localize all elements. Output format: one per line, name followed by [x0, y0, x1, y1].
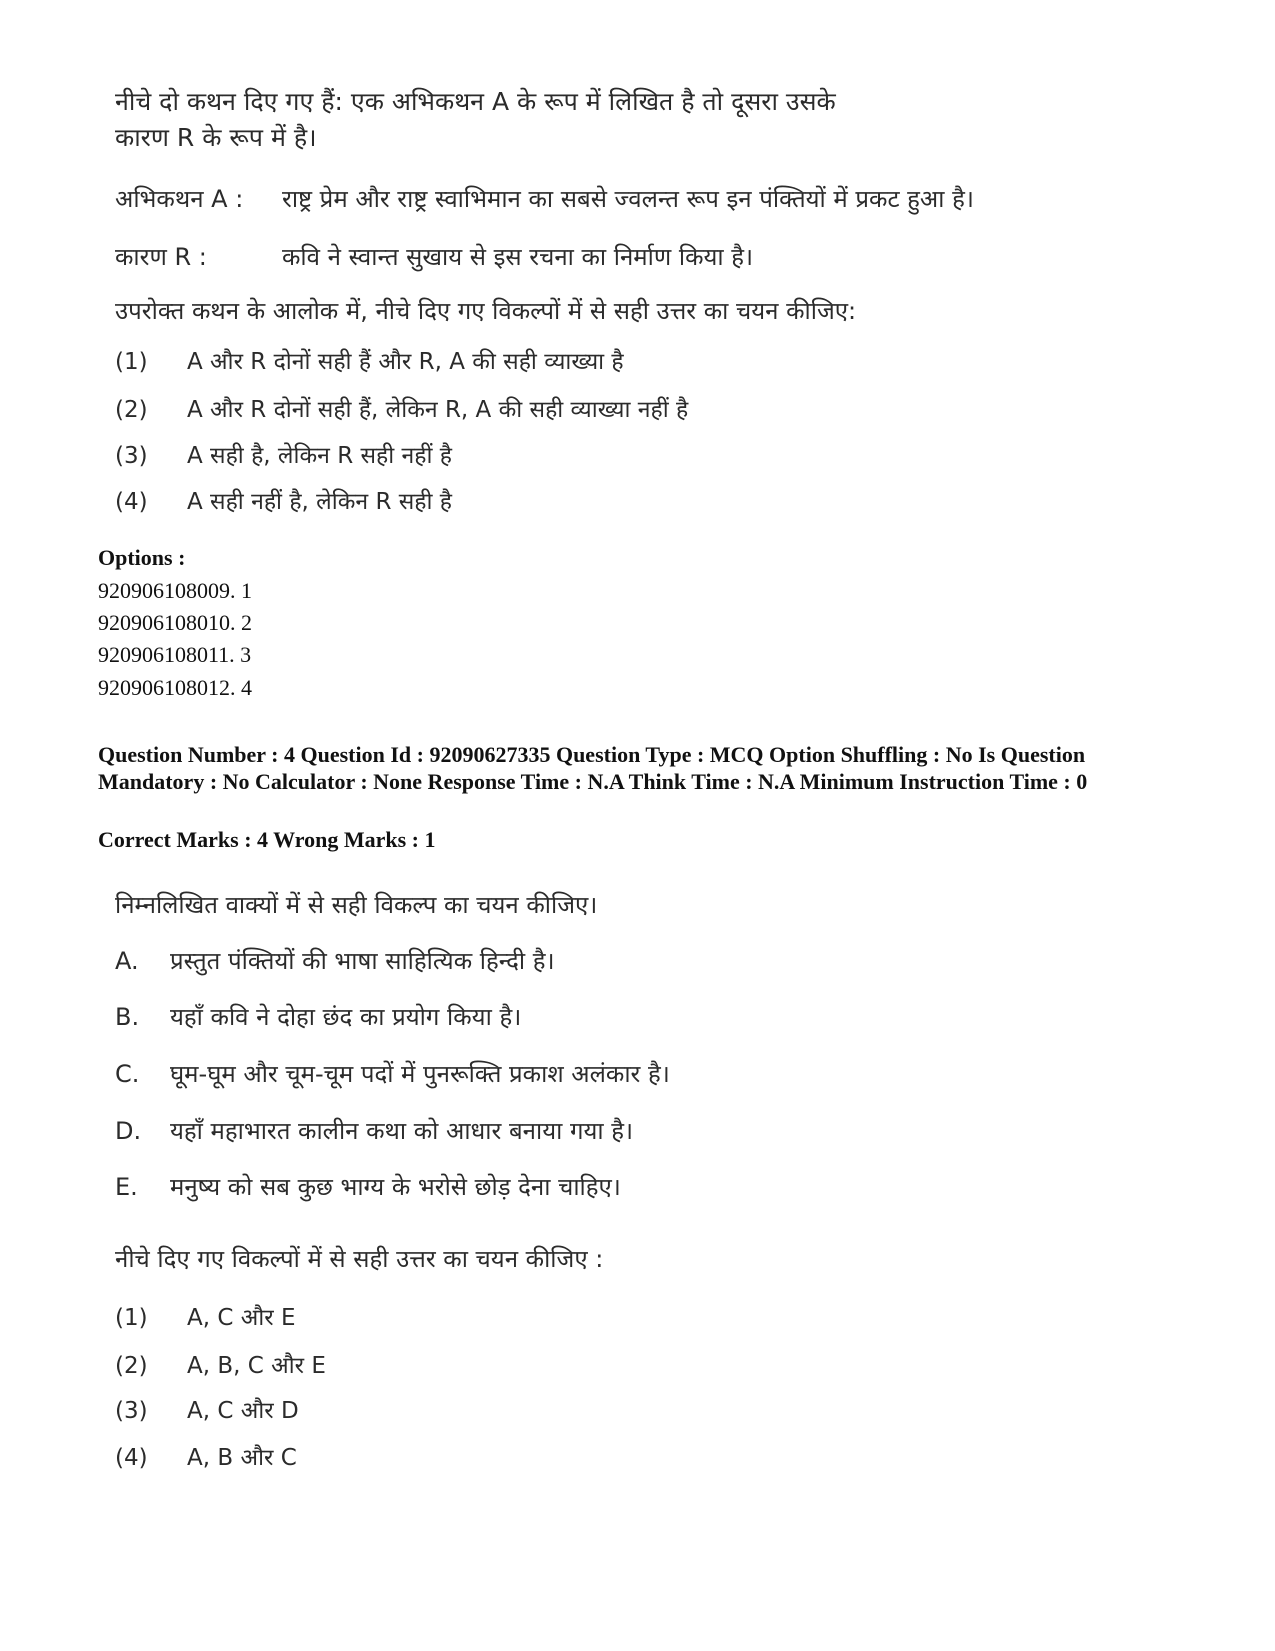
q3-choice	[115, 344, 624, 376]
choice-text: A सही है, लेकिन R सही नहीं है	[187, 443, 452, 469]
option-id: 920906108010. 2	[98, 610, 252, 635]
q4-statement	[115, 1170, 621, 1203]
choice-number: (1)	[115, 1305, 148, 1331]
option-id: 920906108012. 4	[98, 675, 252, 700]
q4-choice	[115, 1348, 326, 1380]
statement-text: प्रस्तुत पंक्तियों की भाषा साहित्यिक हिन्दी है।	[170, 947, 555, 975]
q3-choice	[115, 438, 452, 470]
choice-text: A, C और E	[187, 1305, 296, 1331]
assertion-text: राष्ट्र प्रेम और राष्ट्र स्वाभिमान का सबसे ज्वलन्त रूप इन पंक्तियों में प्रकट हुआ है।	[282, 185, 974, 213]
reason-text: कवि ने स्वान्त सुखाय से इस रचना का निर्माण किया है।	[282, 243, 754, 271]
choice-text: A, B, C और E	[187, 1353, 326, 1379]
choice-number: (3)	[115, 443, 148, 469]
statement-text: मनुष्य को सब कुछ भाग्य के भरोसे छोड़ देना चाहिए।	[170, 1173, 621, 1201]
choice-number: (2)	[115, 397, 148, 423]
q4-choice	[115, 1300, 296, 1332]
q4-instruction-2: नीचे दिए गए विकल्पों में से सही उत्तर का चयन कीजिए :	[115, 1245, 604, 1273]
option-id: 920906108011. 3	[98, 642, 252, 667]
q4-choice	[115, 1440, 297, 1472]
choice-text: A और R दोनों सही हैं, लेकिन R, A की सही व्याख्या नहीं है	[187, 397, 689, 423]
choice-text: A और R दोनों सही हैं और R, A की सही व्याख्या है	[187, 349, 624, 375]
q4-statement	[115, 1057, 670, 1090]
choice-text: A सही नहीं है, लेकिन R सही है	[187, 489, 452, 515]
q4-statement	[115, 944, 555, 977]
q4-instruction: निम्नलिखित वाक्यों में से सही विकल्प का चयन कीजिए।	[115, 891, 598, 919]
q3-instruction: उपरोक्त कथन के आलोक में, नीचे दिए गए विकल्पों में से सही उत्तर का चयन कीजिए:	[115, 297, 857, 325]
question-meta: Question Number : 4 Question Id : 92090627335 Question Type : MCQ Option Shuffling : No Is Question Mandatory : No Calculator : None Response Time : N.A Think Time : N.A Minimum Instruction Time : 0	[98, 742, 1088, 794]
assertion-label: अभिकथन A :	[115, 185, 244, 213]
q4-choice	[115, 1393, 299, 1425]
question-marks: Correct Marks : 4 Wrong Marks : 1	[98, 827, 436, 852]
q3-reason	[115, 240, 753, 273]
options-heading: Options :	[98, 545, 186, 570]
reason-label: कारण R :	[115, 243, 207, 271]
q3-choice	[115, 392, 688, 424]
q3-intro-line1: नीचे दो कथन दिए गए हैं: एक अभिकथन A के रूप में लिखित है तो दूसरा उसके	[115, 87, 836, 116]
statement-letter: B.	[115, 1003, 140, 1031]
statement-letter: D.	[115, 1117, 142, 1145]
q3-choice	[115, 484, 452, 516]
statement-text: घूम-घूम और चूम-चूम पदों में पुनरूक्ति प्रकाश अलंकार है।	[170, 1060, 670, 1088]
statement-text: यहाँ कवि ने दोहा छंद का प्रयोग किया है।	[170, 1003, 522, 1031]
choice-number: (1)	[115, 349, 148, 375]
statement-text: यहाँ महाभारत कालीन कथा को आधार बनाया गया है।	[170, 1117, 634, 1145]
q4-statement	[115, 1114, 633, 1147]
choice-text: A, B और C	[187, 1445, 297, 1471]
q3-intro	[115, 84, 1015, 156]
q4-statement	[115, 1000, 521, 1033]
statement-letter: C.	[115, 1060, 140, 1088]
choice-number: (2)	[115, 1353, 148, 1379]
statement-letter: E.	[115, 1173, 138, 1201]
option-id: 920906108009. 1	[98, 578, 252, 603]
q3-intro-line2: कारण R के रूप में है।	[115, 123, 317, 152]
choice-text: A, C और D	[187, 1398, 299, 1424]
statement-letter: A.	[115, 947, 139, 975]
q3-assertion	[115, 182, 974, 215]
choice-number: (4)	[115, 1445, 148, 1471]
choice-number: (4)	[115, 489, 148, 515]
choice-number: (3)	[115, 1398, 148, 1424]
